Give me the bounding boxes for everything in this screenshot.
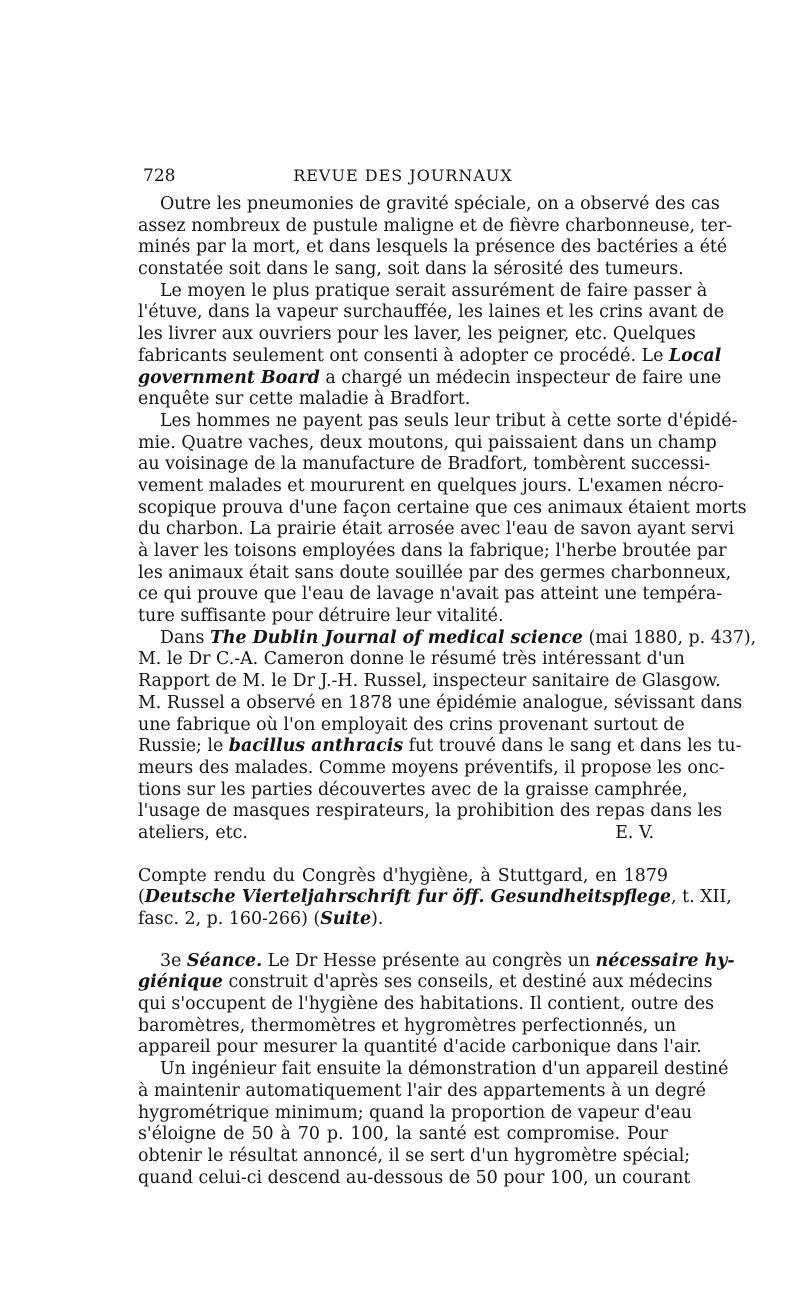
article-heading bbox=[138, 909, 668, 931]
text-line: Le moyen le plus pratique serait assurément de faire passer à bbox=[160, 280, 708, 301]
text-line bbox=[138, 823, 668, 845]
text-segment: 3e bbox=[160, 950, 182, 971]
text-segment: Dans bbox=[160, 627, 205, 648]
text-line: Outre les pneumonies de gravité spéciale, on a observé des cas bbox=[160, 194, 720, 214]
text-segment: construit d'après ses conseils, et destiné aux médecins bbox=[228, 972, 713, 993]
page-number: 728 bbox=[143, 166, 176, 186]
text-line: quand celui-ci descend au-dessous de 50 pour 100, un courant bbox=[138, 1167, 691, 1188]
text-segment: Le Dr Hesse présente au congrès un bbox=[267, 950, 591, 971]
text-line: l'usage de masques respirateurs, la prohibition des repas dans les bbox=[138, 801, 723, 822]
text-line: ture suffisante pour détruire leur vitalité. bbox=[138, 606, 504, 627]
running-title: REVUE DES JOURNAUX bbox=[293, 166, 513, 185]
text-line: scopique prouva d'une façon certaine que ces animaux étaient morts bbox=[138, 497, 747, 518]
text-segment: ( bbox=[138, 887, 145, 908]
text-line: obtenir le résultat annoncé, il se sert d'un hygromètre spécial; bbox=[138, 1145, 691, 1166]
text-line: les livrer aux ouvriers pour les laver, les peigner, etc. Quelques bbox=[138, 324, 696, 345]
article-body bbox=[138, 194, 757, 1189]
text-line: les animaux était sans doute souillée par des germes charbonneux, bbox=[138, 562, 732, 583]
text-segment: fut trouvé dans le sang et dans les tu- bbox=[408, 736, 742, 757]
text-segment: Suite bbox=[320, 909, 372, 929]
text-line: Les hommes ne payent pas seuls leur tribut à cette sorte d'épidé- bbox=[160, 410, 738, 431]
page-header bbox=[138, 166, 668, 194]
section-gap bbox=[138, 845, 668, 866]
text-line: à laver les toisons employées dans la fabrique; l'herbe broutée par bbox=[138, 541, 727, 561]
text-segment: fabricants seulement ont consenti à adopter ce procédé. Le bbox=[138, 345, 664, 366]
article-heading: Compte rendu du Congrès d'hygiène, à Stuttgard, en 1879 bbox=[138, 865, 668, 886]
text-segment: fasc. 2, p. 160-266) ( bbox=[138, 909, 321, 929]
text-line: baromètres, thermomètres et hygromètres perfectionnés, un bbox=[138, 1015, 677, 1036]
text-line: M. le Dr C.-A. Cameron donne le résumé très intéressant d'un bbox=[138, 649, 685, 670]
journal-title: The Dublin Journal of medical science bbox=[209, 627, 583, 648]
text-line: mie. Quatre vaches, deux moutons, qui paissaient dans un champ bbox=[138, 432, 717, 453]
text-line bbox=[138, 627, 757, 650]
article-heading bbox=[138, 887, 732, 909]
text-line: une fabrique où l'on employait des crins provenant surtout de bbox=[138, 714, 685, 735]
text-segment: nécessaire hy- bbox=[595, 950, 735, 971]
text-segment: ateliers, etc. bbox=[138, 822, 248, 843]
section-gap bbox=[138, 931, 668, 951]
text-line bbox=[138, 367, 722, 390]
text-line: constatée soit dans le sang, soit dans la sérosité des tumeurs. bbox=[138, 259, 684, 280]
text-line bbox=[138, 736, 742, 758]
session-label: Séance. bbox=[186, 950, 263, 971]
text-line: enquête sur cette maladie à Bradfort. bbox=[138, 389, 471, 410]
text-line: hygrométrique minimum; quand la proportion de vapeur d'eau bbox=[138, 1102, 693, 1123]
text-segment: (mai 1880, p. 437), bbox=[588, 627, 757, 648]
text-line: minés par la mort, et dans lesquels la présence des bactéries a été bbox=[138, 237, 728, 258]
text-segment: Russie; le bbox=[138, 736, 224, 757]
text-line: qui s'occupent de l'hygiène des habitations. Il contient, outre des bbox=[138, 994, 715, 1015]
text-line: tions sur les parties découvertes avec de la graisse camphrée, bbox=[138, 779, 688, 800]
text-segment: government Board bbox=[138, 367, 320, 388]
text-line bbox=[138, 950, 735, 973]
text-line: vement malades et moururent en quelques jours. L'examen nécro- bbox=[138, 475, 724, 496]
text-segment: , t. XII, bbox=[671, 887, 732, 908]
text-line: à maintenir automatiquement l'air des appartements à un degré bbox=[138, 1080, 706, 1101]
text-segment: Local bbox=[668, 345, 722, 366]
text-line: l'étuve, dans la vapeur surchauffée, les laines et les crins avant de bbox=[138, 302, 725, 323]
book-page bbox=[138, 166, 757, 1189]
text-line: M. Russel a observé en 1878 une épidémie analogue, sévissant dans bbox=[138, 692, 743, 713]
text-line: au voisinage de la manufacture de Bradfort, tombèrent successi- bbox=[138, 454, 711, 475]
text-segment: a chargé un médecin inspecteur de faire une bbox=[325, 367, 722, 388]
text-line: du charbon. La prairie était arrosée avec l'eau de savon ayant servi bbox=[138, 519, 735, 540]
journal-title: Deutsche Vierteljahrschrift fur öff. Gesundheitspflege bbox=[144, 887, 672, 908]
text-line: assez nombreux de pustule maligne et de fièvre charbonneuse, ter- bbox=[138, 215, 733, 236]
text-segment: giénique bbox=[138, 972, 223, 993]
author-initials: E. V. bbox=[615, 822, 654, 843]
text-line: meurs des malades. Comme moyens préventifs, il propose les onc- bbox=[138, 757, 725, 778]
text-line: Rapport de M. le Dr J.-H. Russel, inspecteur sanitaire de Glasgow. bbox=[138, 671, 721, 692]
text-segment: bacillus anthracis bbox=[228, 736, 404, 757]
text-line: s'éloigne de 50 à 70 p. 100, la santé est compromise. Pour bbox=[138, 1124, 668, 1145]
text-line bbox=[138, 972, 713, 994]
text-segment: ). bbox=[371, 909, 384, 929]
text-line: ce qui prouve que l'eau de lavage n'avait pas atteint une tempéra- bbox=[138, 584, 723, 605]
text-line: appareil pour mesurer la quantité d'acide carbonique dans l'air. bbox=[138, 1037, 702, 1058]
text-line bbox=[138, 345, 722, 368]
text-line: Un ingénieur fait ensuite la démonstration d'un appareil destiné bbox=[160, 1059, 729, 1080]
